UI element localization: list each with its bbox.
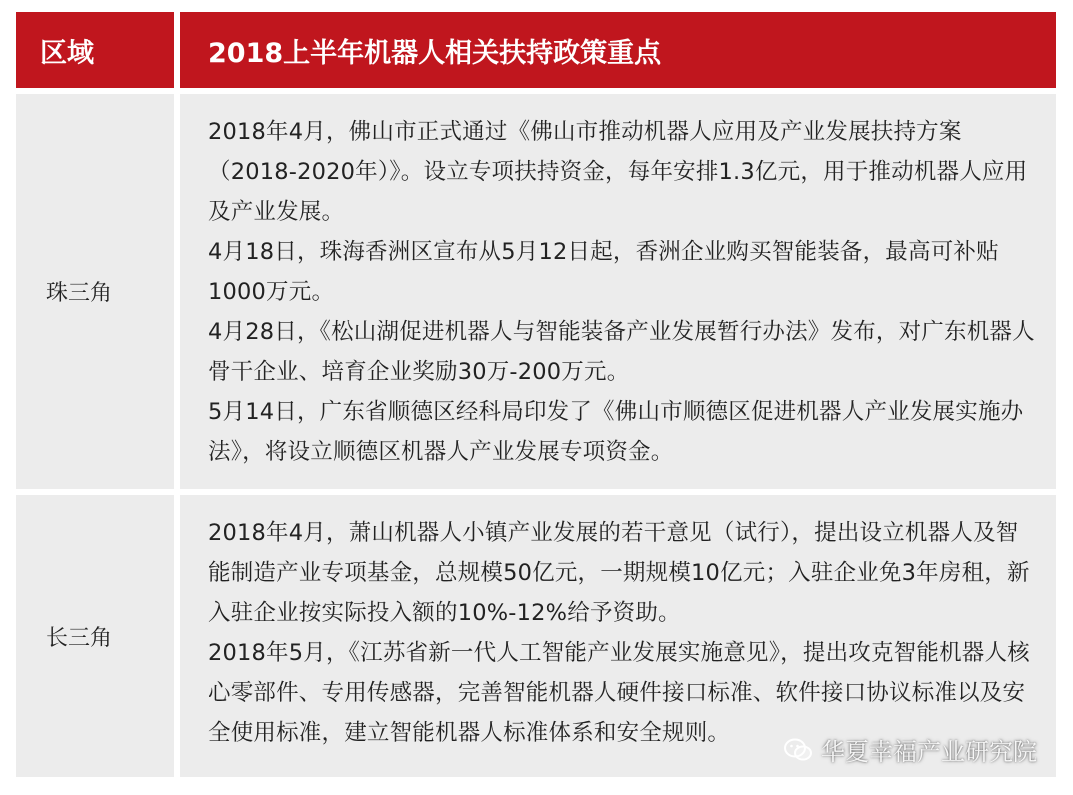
region-cell: 长三角 <box>16 495 174 777</box>
policy-cell <box>180 94 1056 489</box>
policy-paragraph: 4月28日，《松山湖促进机器人与智能装备产业发展暂行办法》发布，对广东机器人骨干企业、培育企业奖励30万-200万元。 <box>208 319 1035 385</box>
watermark-text: 华夏幸福产业研究院 <box>821 738 1037 766</box>
table-row <box>16 94 1056 489</box>
policy-paragraph: 5月14日，广东省顺德区经科局印发了《佛山市顺德区促进机器人产业发展实施办法》，将设立顺德区机器人产业发展专项资金。 <box>208 399 1024 465</box>
policy-table <box>16 12 1056 777</box>
policy-paragraph: 2018年5月，《江苏省新一代人工智能产业发展实施意见》，提出攻克智能机器人核心零部件、专用传感器，完善智能机器人硬件接口标准、软件接口协议标准以及安全使用标准，建立智能机器人标准体系和安全规则。 <box>208 640 1030 746</box>
watermark <box>783 732 1037 767</box>
header-policy: 2018上半年机器人相关扶持政策重点 <box>180 12 1056 88</box>
header-region: 区域 <box>16 12 174 88</box>
policy-paragraph: 2018年4月，佛山市正式通过《佛山市推动机器人应用及产业发展扶持方案（2018-2020年）》。设立专项扶持资金，每年安排1.3亿元，用于推动机器人应用及产业发展。 <box>208 119 1028 225</box>
policy-paragraph: 2018年4月，萧山机器人小镇产业发展的若干意见（试行），提出设立机器人及智能制造产业专项基金，总规模50亿元，一期规模10亿元；入驻企业免3年房租，新入驻企业按实际投入额的10%-12%给予资助。 <box>208 520 1030 626</box>
policy-paragraph: 4月18日，珠海香洲区宣布从5月12日起，香洲企业购买智能装备，最高可补贴1000万元。 <box>208 239 999 305</box>
region-cell: 珠三角 <box>16 94 174 489</box>
table-header-row <box>16 12 1056 88</box>
wechat-icon <box>783 737 813 763</box>
